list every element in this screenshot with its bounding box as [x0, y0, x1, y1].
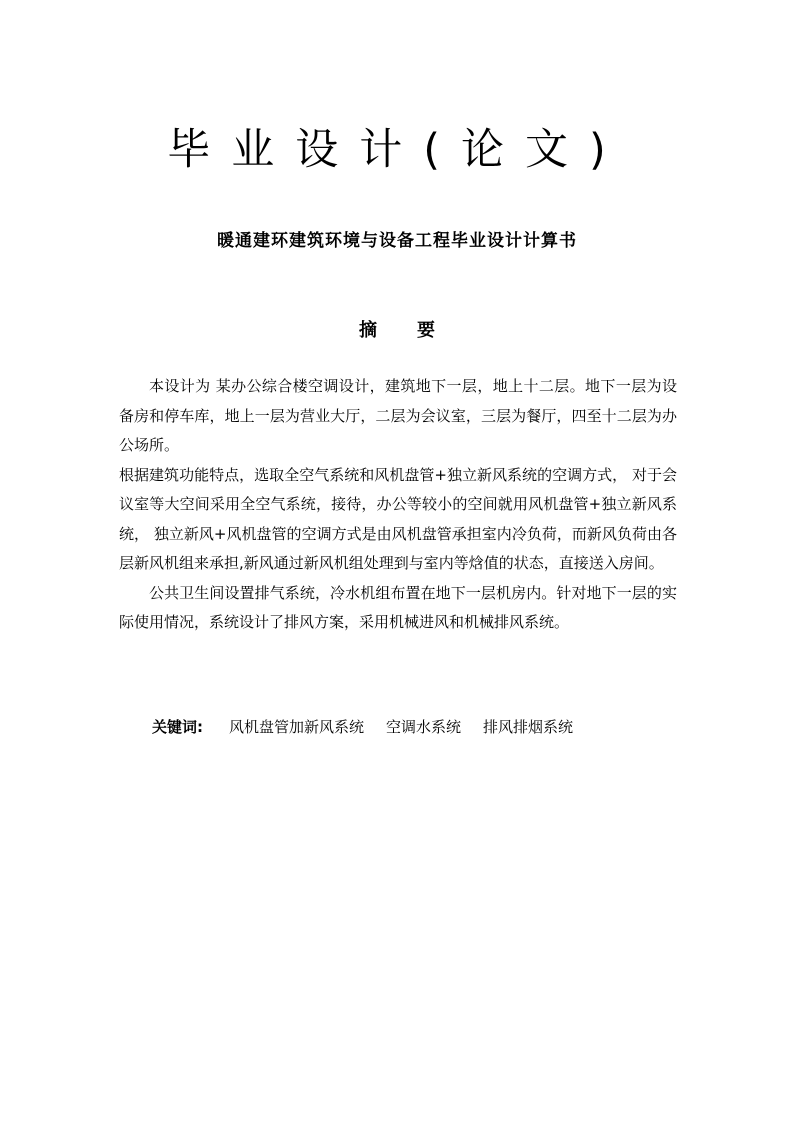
- keywords-line: [152, 714, 595, 740]
- thesis-subtitle: 暖通建环建筑环境与设备工程毕业设计计算书: [217, 231, 577, 251]
- keyword-item: 排风排烟系统: [483, 718, 574, 736]
- thesis-title: 毕业设计(论文): [167, 125, 627, 175]
- keywords-label: 关键词:: [152, 718, 203, 736]
- abstract-paragraph: 根据建筑功能特点，选取全空气系统和风机盘管+独立新风系统的空调方式， 对于会议室等大空间采用全空气系统，接待，办公等较小的空间就用风机盘管+独立新风系统， 独立新风+风机盘管的空调方式是由风机盘管承担室内冷负荷，而新风负荷由各层新风机组来承担,新风通过新风机组处理到与室内等焓值的状态，直接送入房间。: [119, 465, 677, 572]
- abstract-heading: [0, 319, 794, 343]
- abstract-paragraph: 本设计为 某办公综合楼空调设计，建筑地下一层，地上十二层。地下一层为设备房和停车库，地上一层为营业大厅，二层为会议室，三层为餐厅，四至十二层为办公场所。: [119, 377, 677, 454]
- abstract-body: [119, 372, 677, 638]
- abstract-heading-second-char: 要: [417, 320, 435, 341]
- keyword-item: 空调水系统: [386, 718, 462, 736]
- keyword-item: 风机盘管加新风系统: [229, 718, 365, 736]
- abstract-heading-first-char: 摘: [359, 320, 377, 341]
- abstract-paragraph: 公共卫生间设置排气系统，冷水机组布置在地下一层机房内。针对地下一层的实际使用情况，系统设计了排风方案，采用机械进风和机械排风系统。: [119, 583, 677, 631]
